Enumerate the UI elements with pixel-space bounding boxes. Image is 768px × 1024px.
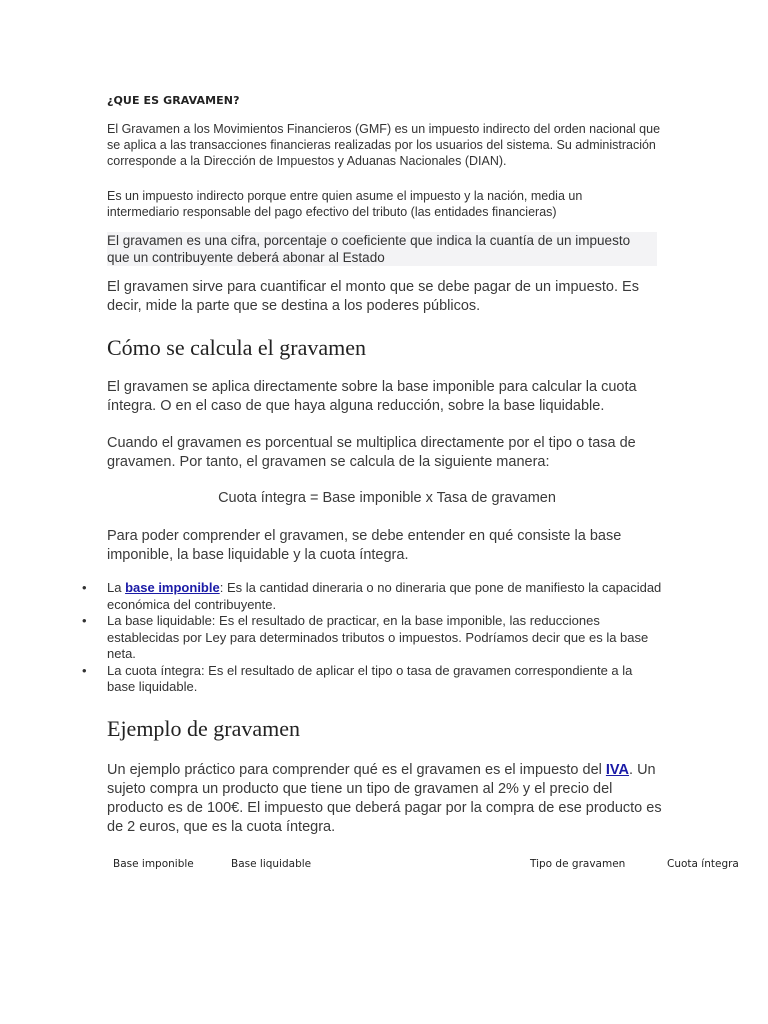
bullet-icon: • [82,613,87,628]
bullet-text: La [107,580,126,595]
calc-paragraph-2: Cuando el gravamen es porcentual se multiplica directamente por el tipo o tasa de gravamen. Por tanto, el gravamen se calcula de la siguiente manera: [107,435,636,470]
list-item [82,580,662,613]
bullet-text: La base liquidable: Es el resultado de practicar, en la base imponible, las reducciones establecidas por Ley para determinados tributos o impuestos. Podríamos decir que es la base neta. [107,613,649,661]
list-item [82,663,662,696]
heading-que-es-gravamen: ¿QUE ES GRAVAMEN? [107,94,240,107]
list-item [82,613,662,663]
example-text: . Un sujeto compra un producto que tiene un tipo de gravamen al 2% y el precio del producto es de 100€. El impuesto que deberá pagar por la compra de ese producto es de 2 euros, que es la cuota íntegra. [107,762,662,835]
definitions-list [82,580,662,696]
iva-link[interactable]: IVA [605,762,630,778]
intro-paragraph-3: El gravamen es una cifra, porcentaje o coeficiente que indica la cuantía de un impuesto que un contribuyente deberá abonar al Estado [107,232,657,266]
table-header-tipo-de-gravamen: Tipo de gravamen [530,858,626,870]
section-title-como-se-calcula: Cómo se calcula el gravamen [107,335,367,360]
example-paragraph [107,761,667,837]
bullet-text: La cuota íntegra: Es el resultado de aplicar el tipo o tasa de gravamen correspondiente a la base liquidable. [107,662,633,694]
intro-paragraph-1: El Gravamen a los Movimientos Financieros (GMF) es un impuesto indirecto del orden nacional que se aplica a las transacciones financieras realizadas por los usuarios del sistema. Su administración corresponde a la Dirección de Impuestos y Aduanas Nacionales (DIAN). [107,122,661,168]
bullet-icon: • [82,580,87,595]
example-text: Un ejemplo práctico para comprender qué es el gravamen es el impuesto del [107,762,606,778]
section-title-ejemplo: Ejemplo de gravamen [107,716,301,741]
table-header-cuota-integra: Cuota íntegra [667,858,739,870]
intro-paragraph-2: Es un impuesto indirecto porque entre quien asume el impuesto y la nación, media un intermediario responsable del pago efectivo del tributo (las entidades financieras) [107,189,583,219]
formula: Cuota íntegra = Base imponible x Tasa de gravamen [218,490,556,506]
intro-paragraph-4: El gravamen sirve para cuantificar el monto que se debe pagar de un impuesto. Es decir, mide la parte que se destina a los poderes públicos. [107,279,639,314]
table-header-base-liquidable: Base liquidable [231,858,312,870]
table-header-base-imponible: Base imponible [113,858,194,870]
bullet-icon: • [82,662,87,678]
bullet-text: : Es la cantidad dineraria o no dineraria que pone de manifiesto la capacidad económica del contribuyente. [107,580,662,612]
base-imponible-link[interactable]: base imponible [125,580,220,595]
calc-paragraph-1: El gravamen se aplica directamente sobre la base imponible para calcular la cuota íntegra. O en el caso de que haya alguna reducción, sobre la base liquidable. [107,379,637,414]
calc-paragraph-3: Para poder comprender el gravamen, se debe entender en qué consiste la base imponible, la base liquidable y la cuota íntegra. [107,528,622,563]
